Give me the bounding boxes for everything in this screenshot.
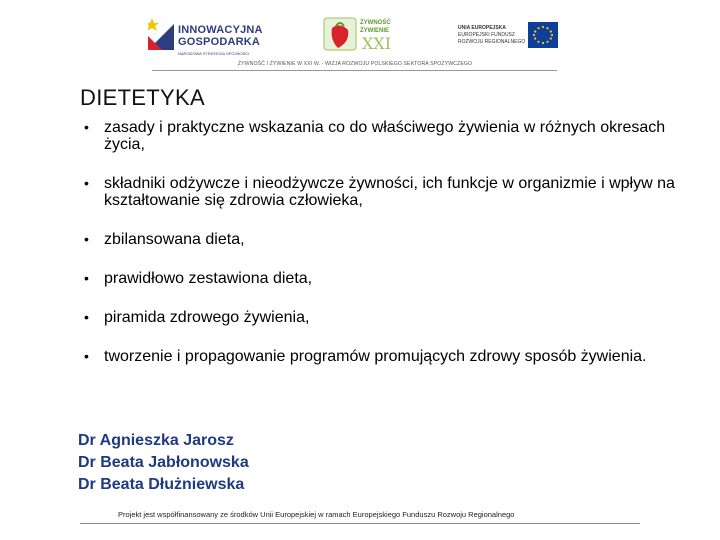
- list-item: [84, 175, 684, 209]
- ue-line1: UNIA EUROPEJSKA: [458, 25, 506, 31]
- topic-list: [84, 119, 684, 387]
- header-divider: [152, 70, 557, 71]
- list-item-text: piramida zdrowego żywienia,: [104, 309, 310, 326]
- authors-block: [78, 430, 249, 496]
- author-name: Dr Beata Dłużniewska: [78, 476, 245, 493]
- bullet-icon: •: [84, 231, 89, 247]
- bullet-icon: •: [84, 270, 89, 286]
- footer-text: Projekt jest współfinansowany ze środków Unii Europejskiej w ramach Europejskiego Funduszu Rozwoju Regionalnego: [118, 510, 515, 519]
- list-item: [84, 348, 684, 365]
- list-item: [84, 231, 684, 248]
- bullet-icon: •: [84, 175, 89, 191]
- strawberry-icon: [322, 14, 358, 54]
- list-item-text: zbilansowana dieta,: [104, 231, 245, 248]
- bullet-icon: •: [84, 309, 89, 325]
- zz-line1: ŻYWNOŚĆ: [360, 20, 391, 26]
- innowacyjna-gospodarka-logo: [148, 14, 268, 54]
- unia-europejska-logo: [458, 22, 568, 52]
- list-item: [84, 270, 684, 287]
- list-item-text: zasady i praktyczne wskazania co do właściwego żywienia w różnych okresach życia,: [104, 119, 666, 153]
- zz-line3: XXI: [362, 34, 392, 53]
- list-item: [84, 309, 684, 326]
- bullet-icon: •: [84, 119, 89, 135]
- author-name: Dr Beata Jabłonowska: [78, 454, 249, 471]
- ig-line1: INNOWACYJNA: [178, 24, 263, 36]
- zz-line2: ŻYWIENIE: [360, 28, 390, 34]
- list-item-text: składniki odżywcze i nieodżywcze żywności, ich funkcje w organizmie i wpływ na kształtowanie się zdrowia człowieka,: [104, 175, 675, 209]
- ig-line3: NARODOWA STRATEGIA SPÓJNOŚCI: [178, 51, 250, 56]
- author-name: Dr Agnieszka Jarosz: [78, 432, 234, 449]
- zywnosc-zywienie-logo: [322, 14, 392, 54]
- list-item: [84, 119, 684, 153]
- ig-flag-icon: [148, 14, 174, 50]
- list-item-text: prawidłowo zestawiona dieta,: [104, 270, 313, 287]
- bullet-icon: •: [84, 348, 89, 364]
- list-item-text: tworzenie i propagowanie programów promujących zdrowy sposób żywienia.: [104, 348, 647, 365]
- footer-divider: [80, 523, 640, 524]
- eu-flag-icon: [528, 22, 558, 48]
- header-tagline: ŻYWNOŚĆ I ŻYWIENIE W XXI W. - WIZJA ROZWOJU POLSKIEGO SEKTORA SPOŻYWCZEGO: [237, 61, 473, 67]
- ue-line3: ROZWOJU REGIONALNEGO: [458, 39, 526, 45]
- page-title: DIETETYKA: [80, 85, 205, 110]
- ue-line2: EUROPEJSKI FUNDUSZ: [458, 32, 515, 38]
- ig-line2: GOSPODARKA: [178, 36, 261, 48]
